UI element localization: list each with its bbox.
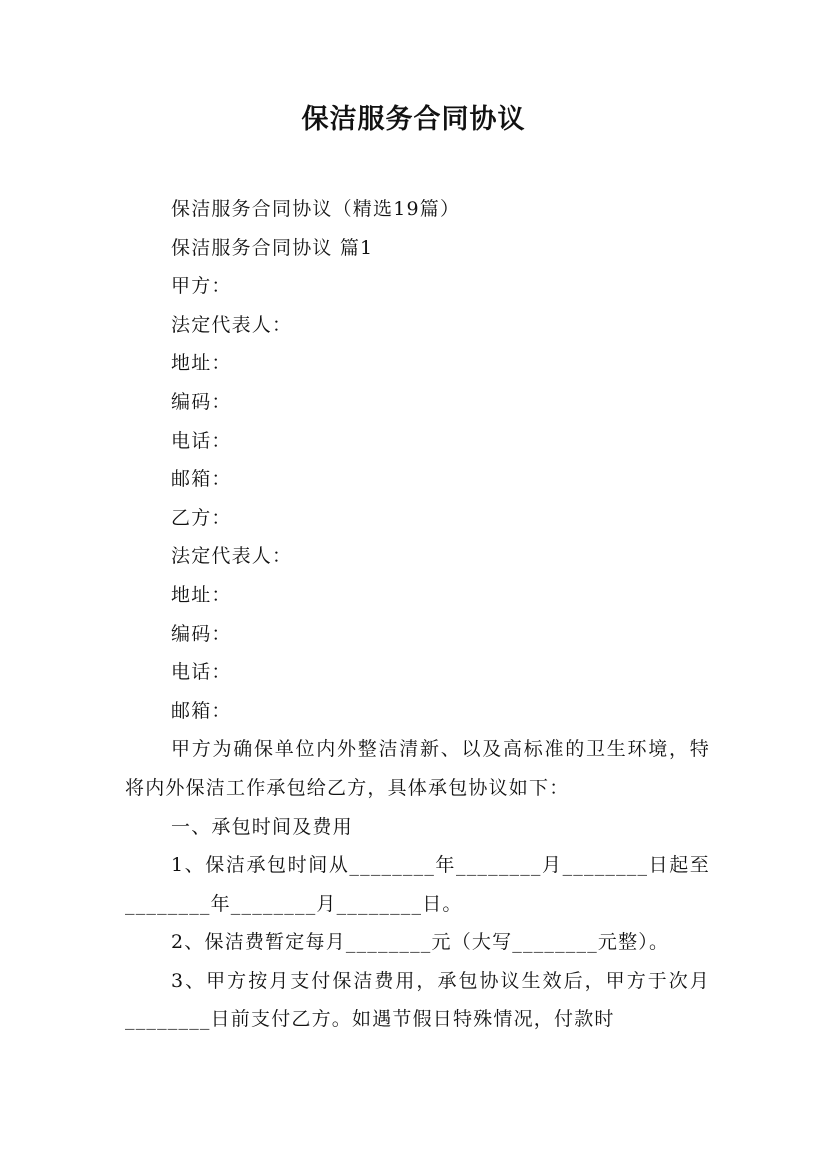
- document-body: [125, 190, 710, 1039]
- paragraph-party-a-address: 地址：: [171, 352, 232, 375]
- paragraph-clause-heading: 一、承包时间及费用: [171, 815, 353, 838]
- paragraph-party-b-phone: 电话：: [171, 661, 232, 684]
- paragraph-clause-3: 3、甲方按月支付保洁费用，承包协议生效后，甲方于次月________日前支付乙方。如遇节假日特殊情况，付款时: [125, 969, 710, 1031]
- paragraph-party-a-representative: 法定代表人：: [171, 313, 293, 336]
- paragraph-party-b-email: 邮箱：: [171, 699, 232, 722]
- paragraph-clause-2: 2、保洁费暂定每月________元（大写________元整）。: [171, 931, 670, 954]
- paragraph-party-b-representative: 法定代表人：: [171, 545, 293, 568]
- paragraph-party-a-phone: 电话：: [171, 429, 232, 452]
- paragraph-clause-1: 1、保洁承包时间从________年________月________日起至________年________月________日。: [125, 854, 710, 915]
- paragraph-party-a-email: 邮箱：: [171, 468, 232, 491]
- paragraph-party-a-postcode: 编码：: [171, 390, 232, 413]
- paragraph-subtitle: 保洁服务合同协议（精选19篇）: [171, 198, 461, 220]
- paragraph-party-a: 甲方：: [171, 275, 232, 298]
- paragraph-party-b-postcode: 编码：: [171, 622, 232, 645]
- paragraph-section-heading: 保洁服务合同协议 篇1: [171, 236, 374, 259]
- paragraph-party-b: 乙方：: [171, 506, 232, 529]
- document-title: 保洁服务合同协议: [301, 104, 526, 135]
- paragraph-party-b-address: 地址：: [171, 583, 232, 606]
- paragraph-intro: 甲方为确保单位内外整洁清新、以及高标准的卫生环境，特将内外保洁工作承包给乙方，具体承包协议如下：: [125, 738, 710, 799]
